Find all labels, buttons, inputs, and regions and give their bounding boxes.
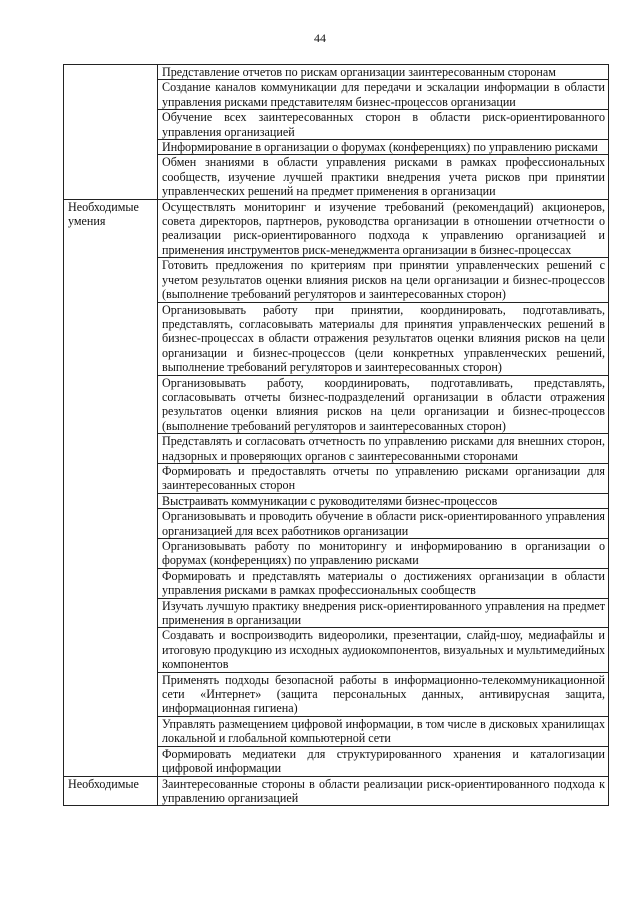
requirement-cell: Создание каналов коммуникации для передачи и эскалации информации в области управления рисками представителям бизнес-процессов организации [158,80,609,110]
requirement-cell: Заинтересованные стороны в области реализации риск-ориентированного подхода к управлению организацией [158,776,609,806]
table-row [64,776,609,806]
requirement-cell: Представлять и согласовать отчетность по управлению рисками для внешних сторон, надзорных и проверяющих органов с заинтересованными сторонами [158,434,609,464]
requirement-cell: Готовить предложения по критериям при принятии управленческих решений с учетом результатов оценки влияния рисков на цели организации и бизнес-процессов (выполнение требований регуляторов и заинтересованных сторон) [158,258,609,302]
requirement-cell: Формировать медиатеки для структурированного хранения и каталогизации цифровой информации [158,746,609,776]
requirements-table [63,64,609,806]
requirement-cell: Управлять размещением цифровой информации, в том числе в дисковых хранилищах локальной и глобальной компьютерной сети [158,716,609,746]
requirements-table-body [64,65,609,806]
requirement-cell: Организовывать работу при принятии, координировать, подготавливать, представлять, согласовывать материалы для принятия управленческих решений в бизнес-процессах в области отражения результатов оценки влияния рисков на цели организации и бизнес-процессов (цели конкретных управленческих решений, выполнение требований регуляторов и заинтересованных сторон) [158,302,609,375]
requirement-cell: Изучать лучшую практику внедрения риск-ориентированного управления на предмет применения в организации [158,598,609,628]
requirement-cell: Осуществлять мониторинг и изучение требований (рекомендаций) акционеров, совета директоров, партнеров, руководства организации в отношении отчетности о реализации риск-ориентированного подхода к управлению организацией и применения инструментов риск-менеджмента организации в бизнес-процессах [158,199,609,258]
requirement-cell: Обмен знаниями в области управления рисками в рамках профессиональных сообществ, изучение лучшей практики внедрения учета рисков при принятии управленческих решений на предмет применения в организации [158,155,609,199]
table-row [64,199,609,258]
requirement-cell: Формировать и представлять материалы о достижениях организации в области управления рисками в рамках профессиональных сообществ [158,568,609,598]
requirement-cell: Создавать и воспроизводить видеоролики, презентации, слайд-шоу, медиафайлы и итоговую продукцию из исходных аудиокомпонентов, визуальных и мультимедийных компонентов [158,628,609,672]
requirement-cell: Обучение всех заинтересованных сторон в области риск-ориентированного управления организацией [158,110,609,140]
row-category-label [64,65,158,200]
requirement-cell: Организовывать работу, координировать, подготавливать, представлять, согласовывать отчеты бизнес-подразделений организации в области отражения результатов оценки влияния рисков на цели организации и бизнес-процессов (выполнение требований регуляторов и заинтересованных сторон) [158,375,609,434]
requirement-cell: Применять подходы безопасной работы в информационно-телекоммуникационной сети «Интернет» (защита персональных данных, антивирусная защита, информационная гигиена) [158,672,609,716]
requirement-cell: Представление отчетов по рискам организации заинтересованным сторонам [158,65,609,80]
requirement-cell: Организовывать и проводить обучение в области риск-ориентированного управления организацией для всех работников организации [158,509,609,539]
page-number: 44 [314,31,326,45]
requirement-cell: Информирование в организации о форумах (конференциях) по управлению рисками [158,140,609,155]
requirement-cell: Формировать и предоставлять отчеты по управлению рисками организации для заинтересованных сторон [158,463,609,493]
row-category-label: Необходимые [64,776,158,806]
table-row [64,65,609,80]
requirement-cell: Организовывать работу по мониторингу и информированию в организации о форумах (конференциях) по управлению рисками [158,539,609,569]
row-category-label: Необходимые умения [64,199,158,776]
requirement-cell: Выстраивать коммуникации с руководителями бизнес-процессов [158,493,609,508]
